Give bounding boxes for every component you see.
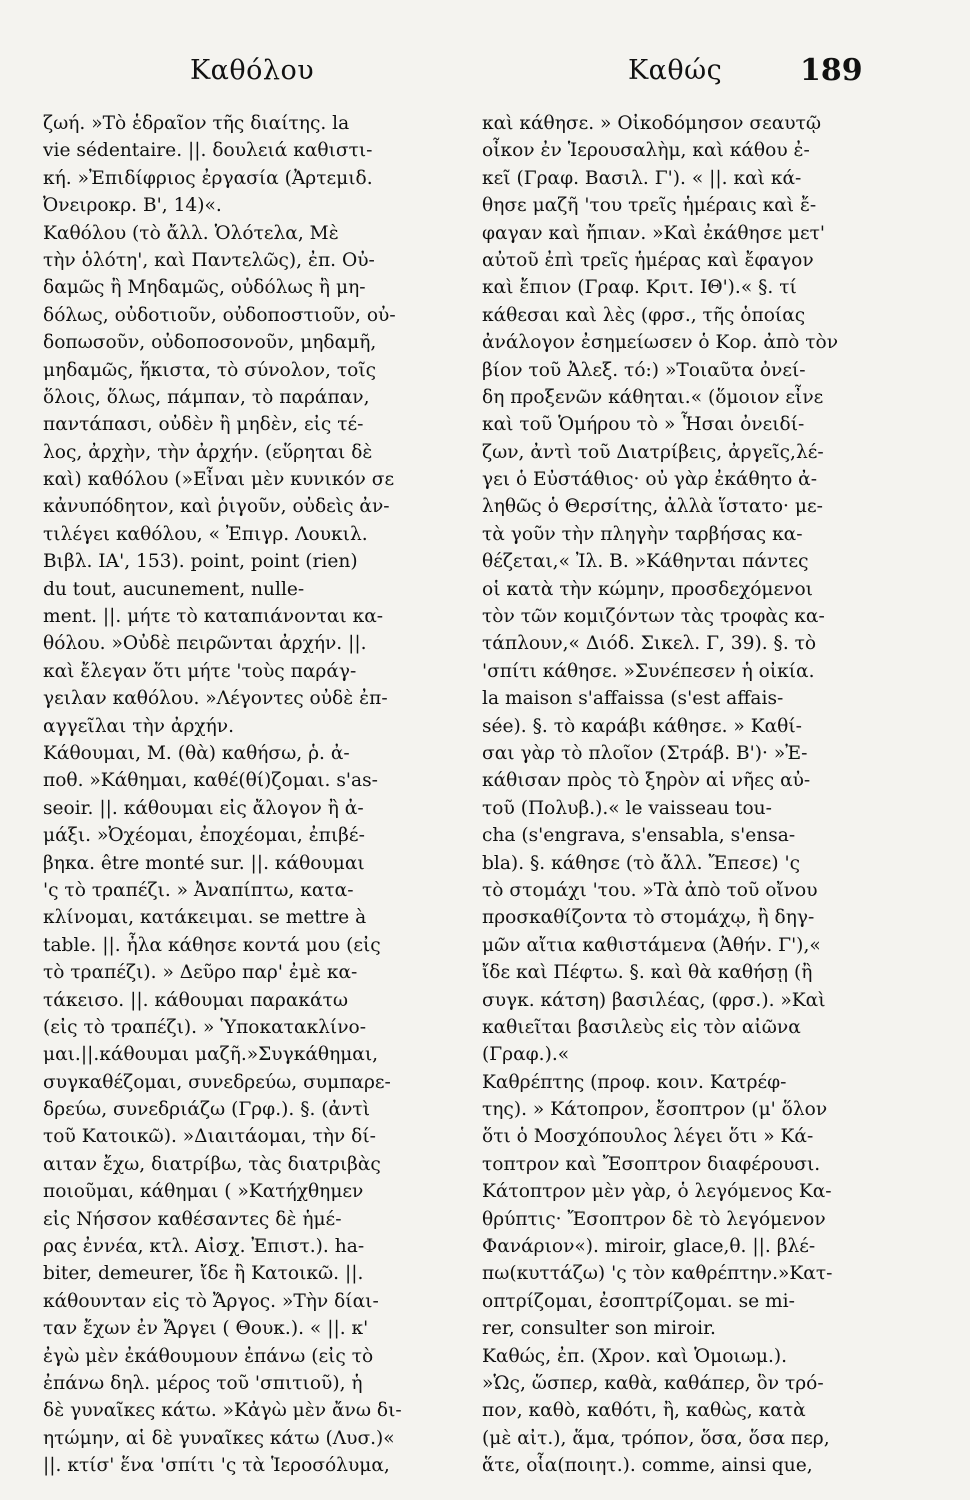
text-line: αιταν ἔχω, διατρίβω, τὰς διατριβὰς [43, 1153, 381, 1175]
text-line: la maison s'affaissa (s'est affais- [482, 688, 784, 710]
text-line: ἀνάλογον ἐσημείωσεν ὁ Κορ. ἀπὸ τὸν [482, 332, 839, 354]
text-line: σαι γὰρ τὸ πλοῖον (Στράβ. Β')· »Ἐ- [482, 742, 808, 764]
text-line: μηδαμῶς, ἥκιστα, τὸ σύνολον, τοῖς [43, 359, 377, 381]
text-line: καὶ ἔπιον (Γραφ. Κριτ. ΙΘ').« §. τί [482, 277, 797, 299]
text-line: καὶ ἔλεγαν ὅτι μήτε 'τοὺς παράγ- [43, 660, 357, 682]
text-line: τοπτρον καὶ Ἔσοπτρον διαφέρουσι. [482, 1153, 821, 1175]
text-line: κεῖ (Γραφ. Βασιλ. Γ'). « ||. καὶ κά- [482, 167, 802, 189]
text-line: (εἰς τὸ τραπέζι). » Ὑποκατακλίνο- [43, 1016, 366, 1038]
text-line: κάθεσαι καὶ λὲς (φρσ., τῆς ὁποίας [482, 304, 806, 326]
text-line: κἀνυπόδητον, καὶ ῥιγοῦν, οὐδεὶς ἀν- [43, 496, 390, 518]
text-line: οἶκον ἐν Ἱερουσαλὴμ, καὶ κάθου ἐ- [482, 140, 810, 162]
text-line: sée). §. τὸ καράβι κάθησε. » Καθί- [482, 715, 802, 737]
text-line: αγγεῖλαι τὴν ἀρχήν. [43, 715, 234, 737]
right-headword: Καθώς [628, 55, 723, 86]
text-line: ρας ἐννέα, κτλ. Αἰσχ. Ἐπιστ.). ha- [43, 1236, 365, 1258]
text-line: ζων, ἀντὶ τοῦ Διατρίβεις, ἀργεῖς,λέ- [482, 441, 824, 463]
text-line: ληθῶς ὁ Θερσίτης, ἀλλὰ ἵστατο· με- [482, 496, 823, 518]
left-column [43, 110, 461, 1480]
text-line: πω(κυττάζω) 'ς τὸν καθρέπτην.»Κατ- [482, 1263, 833, 1285]
text-line: συγκαθέζομαι, συνεδρεύω, συμπαρε- [43, 1071, 391, 1093]
text-line: Φανάριον«). miroir, glace,θ. ||. βλέ- [482, 1236, 816, 1258]
text-line: τὰ γοῦν τὴν πληγὴν ταρβήσας κα- [482, 523, 803, 545]
text-line: ἅτε, οἷα(ποιητ.). comme, ainsi que, [482, 1455, 813, 1477]
text-line: vie sédentaire. ||. δουλειά καθιστι- [43, 140, 373, 162]
text-line: κή. »Ἐπιδίφριος ἐργασία (Ἀρτεμιδ. [43, 167, 373, 189]
text-line: βίον τοῦ Ἀλεξ. τό:) »Τοιαῦτα ὀνεί- [482, 359, 806, 381]
text-line: γει ὁ Εὐστάθιος· οὐ γὰρ ἐκάθητο ἀ- [482, 469, 818, 491]
text-line: δόλως, οὐδοτιοῦν, οὐδοποστιοῦν, οὐ- [43, 304, 396, 326]
page-number: 189 [800, 53, 863, 88]
text-line: τὸν τῶν κομιζόντων τὰς τροφὰς κα- [482, 606, 825, 628]
text-line: οπτρίζομαι, ἐσοπτρίζομαι. se mi- [482, 1290, 795, 1312]
text-line: δαμῶς ἢ Μηδαμῶς, οὐδόλως ἢ μη- [43, 277, 366, 299]
text-line: ἴδε καὶ Πέφτω. §. καὶ θὰ καθήσῃ (ἢ [482, 962, 813, 984]
text-line: καὶ τοῦ Ὁμήρου τὸ » Ἧσαι ὀνειδί- [482, 414, 805, 436]
text-line: ποιοῦμαι, κάθημαι ( »Κατήχθημεν [43, 1181, 364, 1203]
text-line: καθιεῖται βασιλεὺς εἰς τὸν αἰῶνα [482, 1016, 801, 1038]
text-line: Καθόλου (τὸ ἄλλ. Ὁλότελα, Μὲ [43, 222, 339, 244]
text-line: Κάθουμαι, Μ. (θὰ) καθήσω, ῥ. ἀ- [43, 742, 350, 764]
text-line: δοπωσοῦν, οὐδοποσονοῦν, μηδαμῆ, [43, 332, 377, 354]
text-line: rer, consulter son miroir. [482, 1318, 716, 1340]
text-line: Καθώς, ἐπ. (Χρον. καὶ Ὁμοιωμ.). [482, 1345, 788, 1367]
text-line: τοῦ (Πολυβ.).« le vaisseau tou- [482, 797, 772, 819]
text-line: cha (s'engrava, s'ensabla, s'ensa- [482, 825, 796, 847]
text-line: οἱ κατὰ τὴν κώμην, προσδεχόμενοι [482, 578, 813, 600]
text-line: ταν ἔχων ἐν Ἄργει ( Θουκ.). « ||. κ' [43, 1318, 369, 1340]
text-line: παντάπασι, οὐδὲν ἢ μηδὲν, εἰς τέ- [43, 414, 364, 436]
text-line: της). » Κάτοπρον, ἔσοπτρον (μ' ὅλον [482, 1099, 828, 1121]
text-line: λος, ἀρχὴν, τὴν ἀρχήν. (εὕρηται δὲ [43, 441, 373, 463]
text-line: καὶ) καθόλου (»Εἶναι μὲν κυνικόν σε [43, 469, 395, 491]
text-line: ὅτι ὁ Μοσχόπουλος λέγει ὅτι » Κά- [482, 1126, 814, 1148]
text-line: τάκεισο. ||. κάθουμαι παρακάτω [43, 989, 349, 1011]
text-line: καὶ κάθησε. » Οἰκοδόμησον σεαυτῷ [482, 113, 822, 134]
text-line: προσκαθίζοντα τὸ στομάχῳ, ἢ δηγ- [482, 907, 815, 929]
text-line: ητώμην, αἱ δὲ γυναῖκες κάτω (Λυσ.)« [43, 1427, 395, 1449]
text-line: Βιβλ. ΙΑ', 153). point, point (rien) [43, 551, 358, 573]
text-line: δρεύω, συνεδριάζω (Γρφ.). §. (ἀντὶ [43, 1099, 370, 1121]
text-line: Καθρέπτης (προφ. κοιν. Κατρέφ- [482, 1071, 787, 1093]
text-line: δὲ γυναῖκες κάτω. »Κἀγὼ μὲν ἄνω δι- [43, 1400, 402, 1422]
text-line: τάπλουν,« Διόδ. Σικελ. Γ, 39). §. τὸ [482, 633, 817, 655]
text-line: συγκ. κάτση) βασιλέας, (φρσ.). »Καὶ [482, 989, 826, 1011]
text-line: μαι.||.κάθουμαι μαζῆ.»Συγκάθημαι, [43, 1044, 379, 1066]
text-line: φαγαν καὶ ἤπιαν. »Καὶ ἐκάθησε μετ' [482, 222, 826, 244]
text-line: 'σπίτι κάθησε. »Συνέπεσεν ἡ οἰκία. [482, 660, 815, 682]
text-line: du tout, aucunement, nulle- [43, 578, 305, 600]
left-headword: Καθόλου [190, 55, 315, 86]
text-line: τοῦ Κατοικῶ). »Διαιτάομαι, τὴν δί- [43, 1126, 376, 1148]
text-line: τὸ τραπέζι). » Δεῦρο παρ' ἐμὲ κα- [43, 962, 358, 984]
text-line: μάξι. »Ὀχέομαι, ἐποχέομαι, ἐπιβέ- [43, 825, 365, 847]
text-line: (μὲ αἰτ.), ἅμα, τρόπον, ὅσα, ὅσα περ, [482, 1427, 830, 1449]
text-line: μῶν αἴτια καθιστάμενα (Ἀθήν. Γ'),« [482, 934, 821, 956]
text-line: Ὀνειροκρ. Β', 14)«. [43, 195, 222, 217]
text-line: »Ὡς, ὥσπερ, καθὰ, καθάπερ, ὃν τρό- [482, 1372, 824, 1394]
text-line: Κάτοπτρον μὲν γὰρ, ὁ λεγόμενος Κα- [482, 1181, 832, 1203]
text-line: βηκα. être monté sur. ||. κάθουμαι [43, 852, 365, 874]
text-line: ποθ. »Κάθημαι, καθέ(θί)ζομαι. s'as- [43, 770, 378, 792]
text-line: biter, demeurer, ἴδε ἢ Κατοικῶ. ||. [43, 1263, 364, 1285]
text-line: ἐπάνω δηλ. μέρος τοῦ 'σπιτιοῦ), ἡ [43, 1372, 363, 1394]
text-line: θρύπτις· Ἔσοπτρον δὲ τὸ λεγόμενον [482, 1208, 826, 1230]
text-line: θόλου. »Οὐδὲ πειρῶνται ἀρχήν. ||. [43, 633, 367, 655]
running-header [0, 55, 970, 105]
text-line: (Γραφ.).« [482, 1044, 570, 1066]
text-line: κάθισαν πρὸς τὸ ξηρὸν αἱ νῆες αὐ- [482, 770, 811, 792]
text-line: τὴν ὁλότη', καὶ Παντελῶς), ἐπ. Οὐ- [43, 249, 375, 271]
text-line: seoir. ||. κάθουμαι εἰς ἄλογον ἢ ἀ- [43, 797, 364, 819]
text-line: δη προξενῶν κάθηται.« (ὅμοιον εἶνε [482, 386, 824, 408]
text-line: ὅλοις, ὅλως, πάμπαν, τὸ παράπαν, [43, 386, 370, 408]
text-line: θέζεται,« Ἰλ. Β. »Κάθηνται πάντες [482, 551, 809, 573]
text-line: τιλέγει καθόλου, « Ἐπιγρ. Λουκιλ. [43, 523, 368, 545]
text-line: ἐγὼ μὲν ἐκάθουμουν ἐπάνω (εἰς τὸ [43, 1345, 374, 1367]
text-line: ||. κτίσ' ἕνα 'σπίτι 'ς τὰ Ἱεροσόλυμα, [43, 1455, 390, 1477]
text-line: ment. ||. μήτε τὸ καταπιάνονται κα- [43, 606, 384, 628]
text-line: τὸ στομάχι 'του. »Τὰ ἀπὸ τοῦ οἴνου [482, 879, 818, 901]
text-line: γειλαν καθόλου. »Λέγοντες οὐδὲ ἐπ- [43, 688, 388, 710]
text-line: πον, καθὸ, καθότι, ἢ, καθὼς, κατὰ [482, 1400, 806, 1422]
text-line: 'ς τὸ τραπέζι. » Ἀναπίπτω, κατα- [43, 879, 354, 901]
text-line: ζωή. »Τὸ ἑδραῖον τῆς διαίτης. la [43, 113, 350, 134]
right-column [482, 110, 900, 1480]
text-line: αὐτοῦ ἐπὶ τρεῖς ἡμέρας καὶ ἔφαγον [482, 249, 814, 271]
text-line: table. ||. ἦλα κάθησε κοντά μου (εἰς [43, 934, 381, 956]
text-line: bla). §. κάθησε (τὸ ἄλλ. Ἔπεσε) 'ς [482, 852, 801, 874]
text-line: κάθουνταν εἰς τὸ Ἄργος. »Τὴν δίαι- [43, 1290, 379, 1312]
text-line: εἰς Νήσσον καθέσαντες δὲ ἡμέ- [43, 1208, 342, 1230]
text-line: θησε μαζῆ 'του τρεῖς ἡμέραις καὶ ἔ- [482, 195, 817, 217]
text-line: κλίνομαι, κατάκειμαι. se mettre à [43, 907, 367, 929]
